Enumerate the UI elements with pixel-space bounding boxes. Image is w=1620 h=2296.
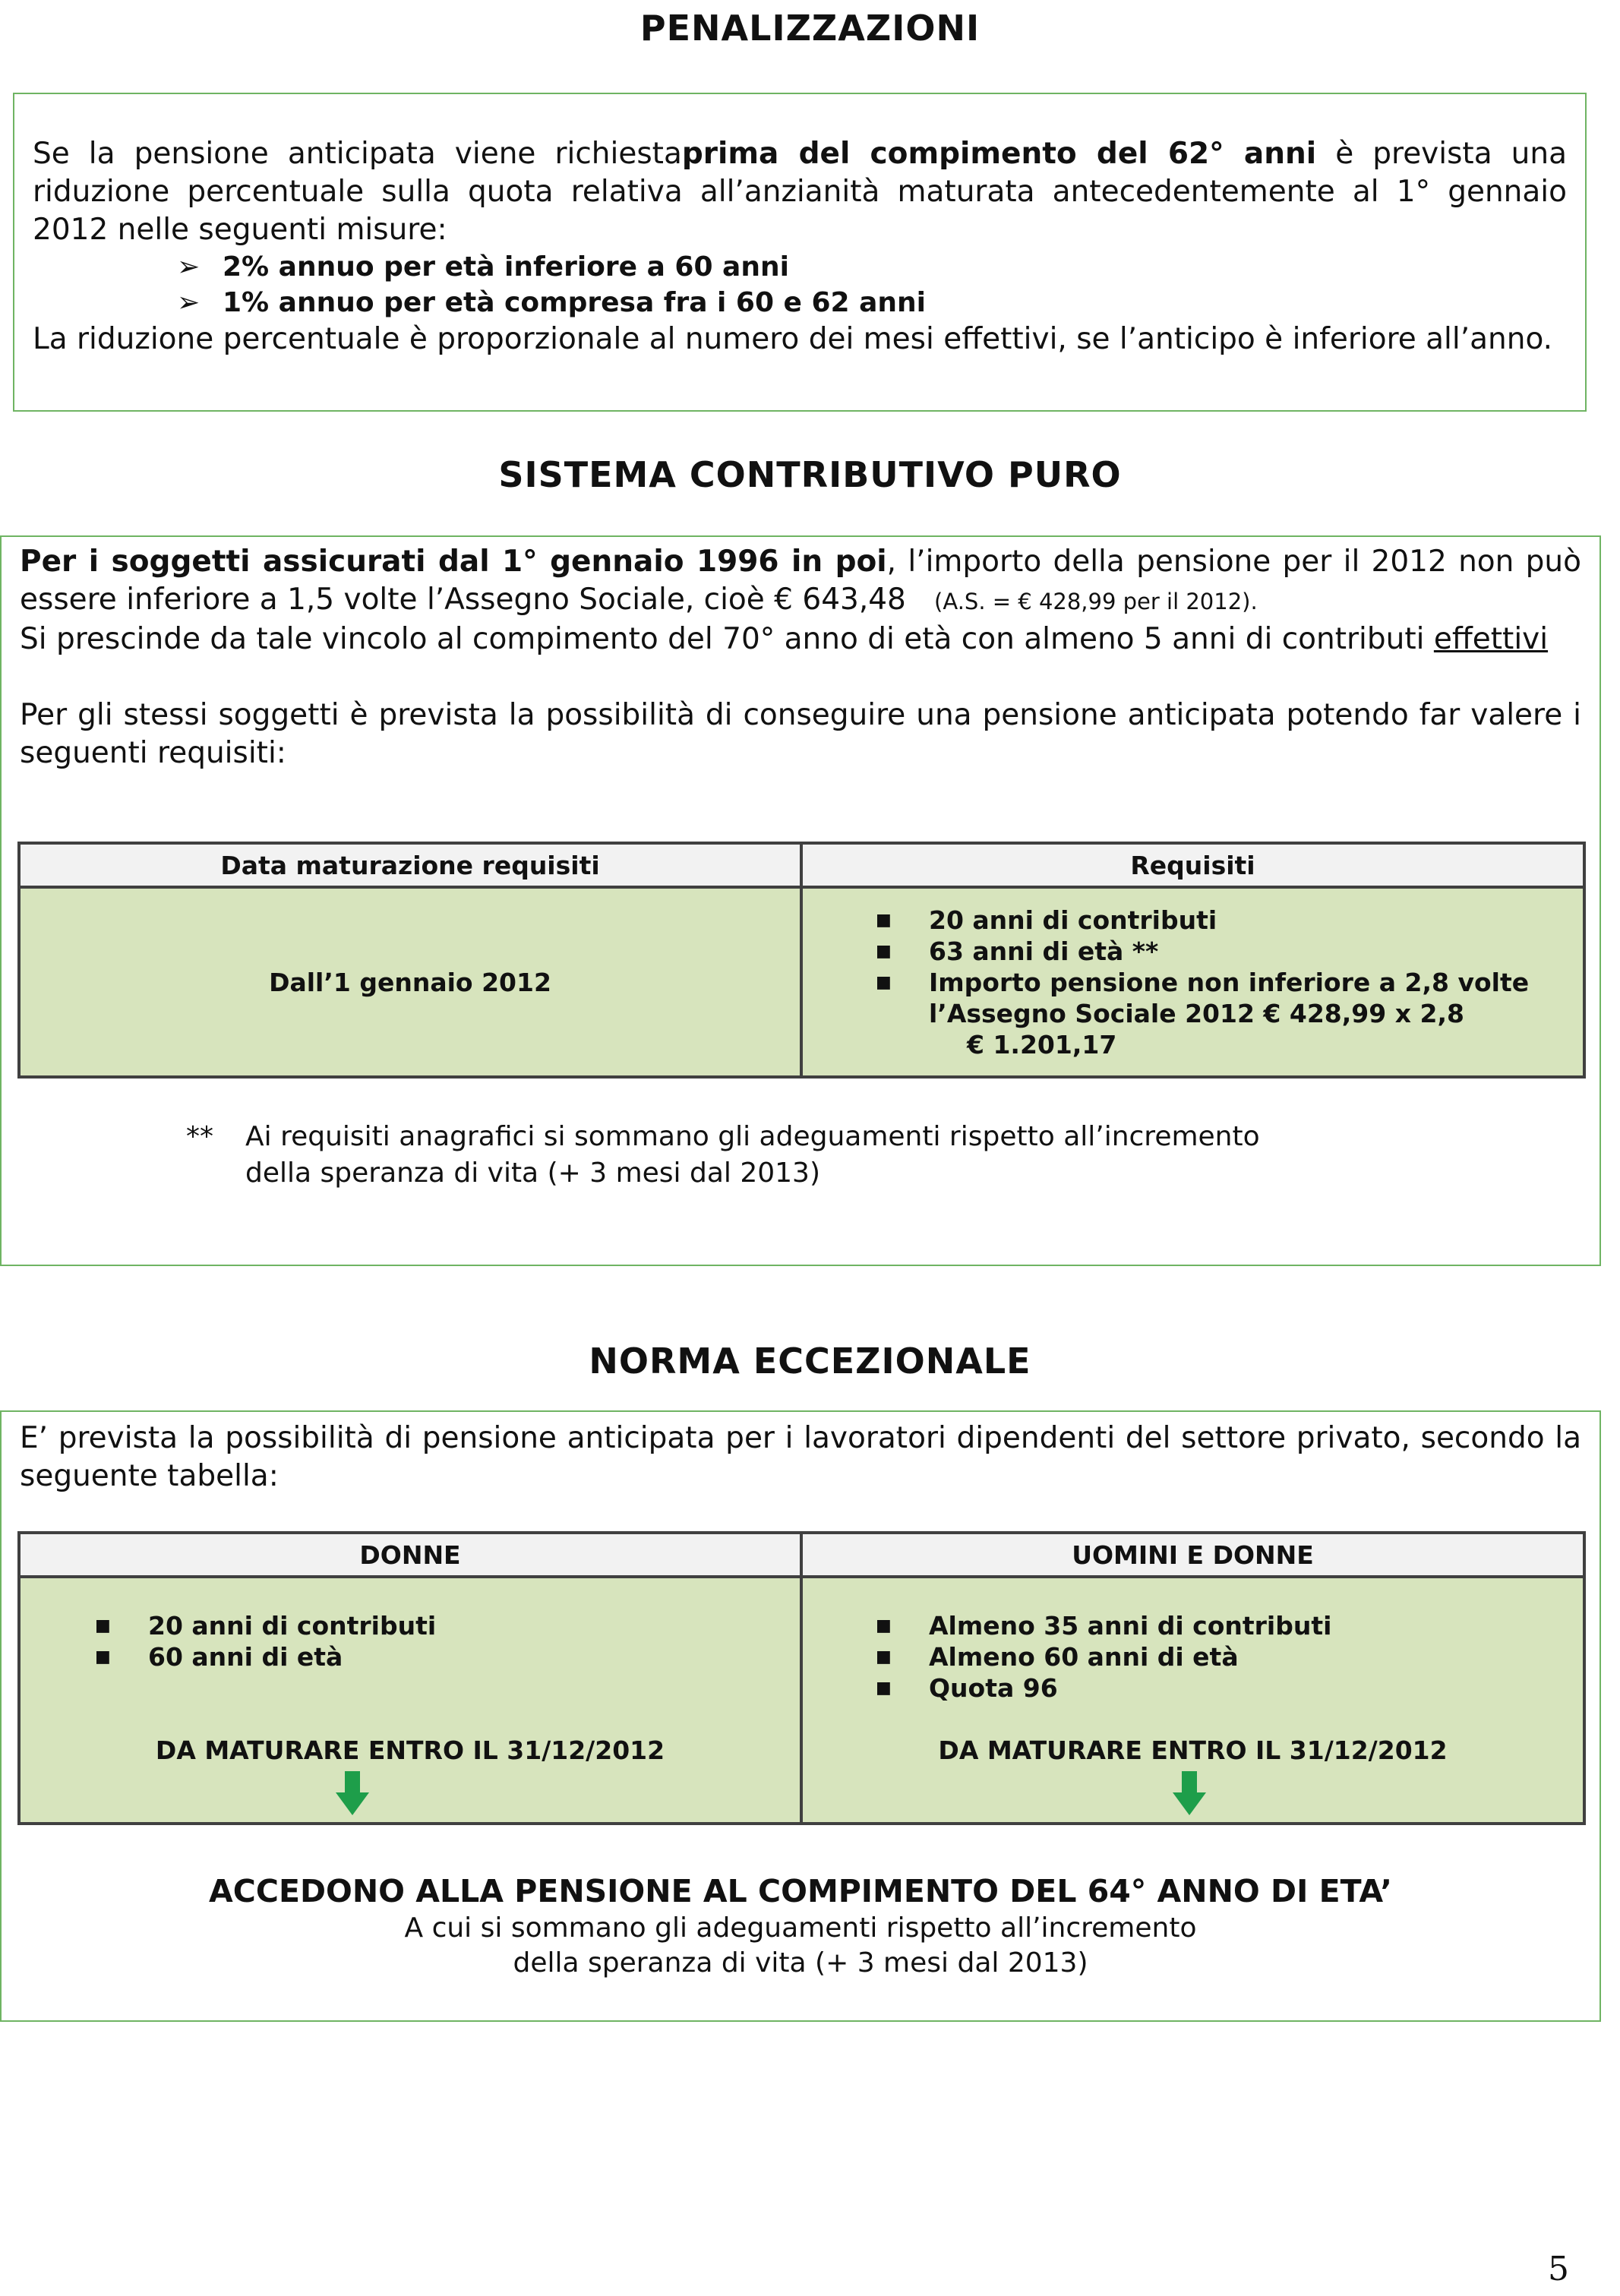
contributivo-paragraph-2: Si prescinde da tale vincolo al compimento del 70° anno di età con almeno 5 anni di contributi effettivi	[20, 622, 1549, 656]
penalizzazioni-intro	[33, 135, 1567, 249]
arrow-bullet-icon: ➢	[177, 287, 201, 318]
table-header-donne: DONNE	[19, 1533, 801, 1577]
list-item: ■ Almeno 60 anni di età	[876, 1642, 1239, 1672]
penalty-list	[177, 249, 1567, 321]
requirements-list	[876, 905, 1552, 1029]
requisiti-table	[17, 842, 1586, 1079]
footnote: ** Ai requisiti anagrafici si sommano gli adeguamenti rispetto all’incremento della speranza di vita (+ 3 mesi dal 2013)	[186, 1119, 1260, 1192]
square-bullet-icon: ■	[876, 910, 892, 930]
list-item: ■ 20 anni di contributi	[876, 905, 1217, 935]
section-title-sistema-contributivo: SISTEMA CONTRIBUTIVO PURO	[498, 454, 1122, 495]
deadline-uomini-donne: DA MATURARE ENTRO IL 31/12/2012	[938, 1735, 1448, 1765]
footnote-mark: **	[186, 1121, 213, 1152]
section-title-norma-eccezionale: NORMA ECCEZIONALE	[589, 1341, 1031, 1382]
list-item: ■ Almeno 35 anni di contributi	[876, 1611, 1332, 1641]
uomini-donne-list	[876, 1610, 1583, 1704]
square-bullet-icon: ■	[876, 941, 892, 961]
table-header-data-maturazione: Data maturazione requisiti	[19, 843, 801, 887]
table-header-uomini-donne: UOMINI E DONNE	[801, 1533, 1584, 1577]
norma-intro: E’ prevista la possibilità di pensione anticipata per i lavoratori dipendenti del settore privato, secondo la seguente tabella:	[20, 1421, 1581, 1493]
conclusion-line: della speranza di vita (+ 3 mesi dal 2013)	[513, 1947, 1088, 1979]
square-bullet-icon: ■	[876, 1679, 892, 1698]
penalty-item: ➢ 2% annuo per età inferiore a 60 anni	[177, 249, 1567, 285]
square-bullet-icon: ■	[95, 1647, 111, 1666]
square-bullet-icon: ■	[876, 1647, 892, 1666]
table-cell-requirements	[801, 887, 1584, 1077]
table-cell-date: Dall’1 gennaio 2012	[19, 887, 801, 1077]
intro-text-rest: è prevista una riduzione percentuale sulla quota relativa all’anzianità maturata antecedentemente al 1° gennaio 2012 nelle seguenti misure:	[33, 137, 1568, 247]
list-item: ■ Quota 96	[876, 1673, 1058, 1703]
down-arrow-icon	[336, 1771, 369, 1817]
down-arrow-icon	[1173, 1771, 1206, 1817]
table-cell-donne	[19, 1577, 801, 1824]
intro-text: Se la pensione anticipata viene richiesta	[33, 137, 682, 171]
conclusion	[0, 1871, 1601, 1981]
arrow-bullet-icon: ➢	[177, 251, 201, 283]
norma-table	[17, 1531, 1586, 1825]
contributivo-paragraph-3: Per gli stessi soggetti è prevista la possibilità di conseguire una pensione anticipata potendo far valere i seguenti requisiti:	[20, 698, 1581, 770]
conclusion-line: A cui si sommano gli adeguamenti rispetto all’incremento	[404, 1912, 1197, 1944]
square-bullet-icon: ■	[876, 1616, 892, 1635]
section-title-penalizzazioni: PENALIZZAZIONI	[639, 8, 981, 49]
donne-list	[95, 1610, 800, 1672]
penalizzazioni-box	[13, 93, 1587, 412]
penalizzazioni-outro: La riduzione percentuale è proporzionale al numero dei mesi effettivi, se l’anticipo è inferiore all’anno.	[33, 322, 1553, 356]
list-item: ■ 63 anni di età **	[876, 936, 1159, 966]
table-header-requisiti: Requisiti	[801, 843, 1584, 887]
requirements-total: € 1.201,17	[967, 1029, 1117, 1060]
conclusion-title: ACCEDONO ALLA PENSIONE AL COMPIMENTO DEL 64° ANNO DI ETA’	[209, 1873, 1392, 1909]
list-item: ■ Importo pensione non inferiore a 2,8 volte l’Assegno Sociale 2012 € 428,99 x 2,8	[876, 967, 1530, 1028]
intro-bold: prima del compimento del 62° anni	[681, 137, 1317, 171]
page-number: 5	[1548, 2250, 1569, 2288]
contributivo-paragraph-1: Per i soggetti assicurati dal 1° gennaio 1996 in poi, l’importo della pensione per il 2012 non può essere inferiore a 1,5 volte l’Assegno Sociale, cioè € 643,48 (A.S. = € 428,99 per il 2012).	[20, 545, 1581, 617]
list-item: ■ 60 anni di età	[95, 1642, 343, 1672]
square-bullet-icon: ■	[95, 1616, 111, 1635]
deadline-donne: DA MATURARE ENTRO IL 31/12/2012	[155, 1735, 665, 1765]
table-cell-uomini-donne	[801, 1577, 1584, 1824]
list-item: ■ 20 anni di contributi	[95, 1611, 437, 1641]
penalty-item: ➢ 1% annuo per età compresa fra i 60 e 62 anni	[177, 285, 1567, 321]
square-bullet-icon: ■	[876, 972, 892, 992]
